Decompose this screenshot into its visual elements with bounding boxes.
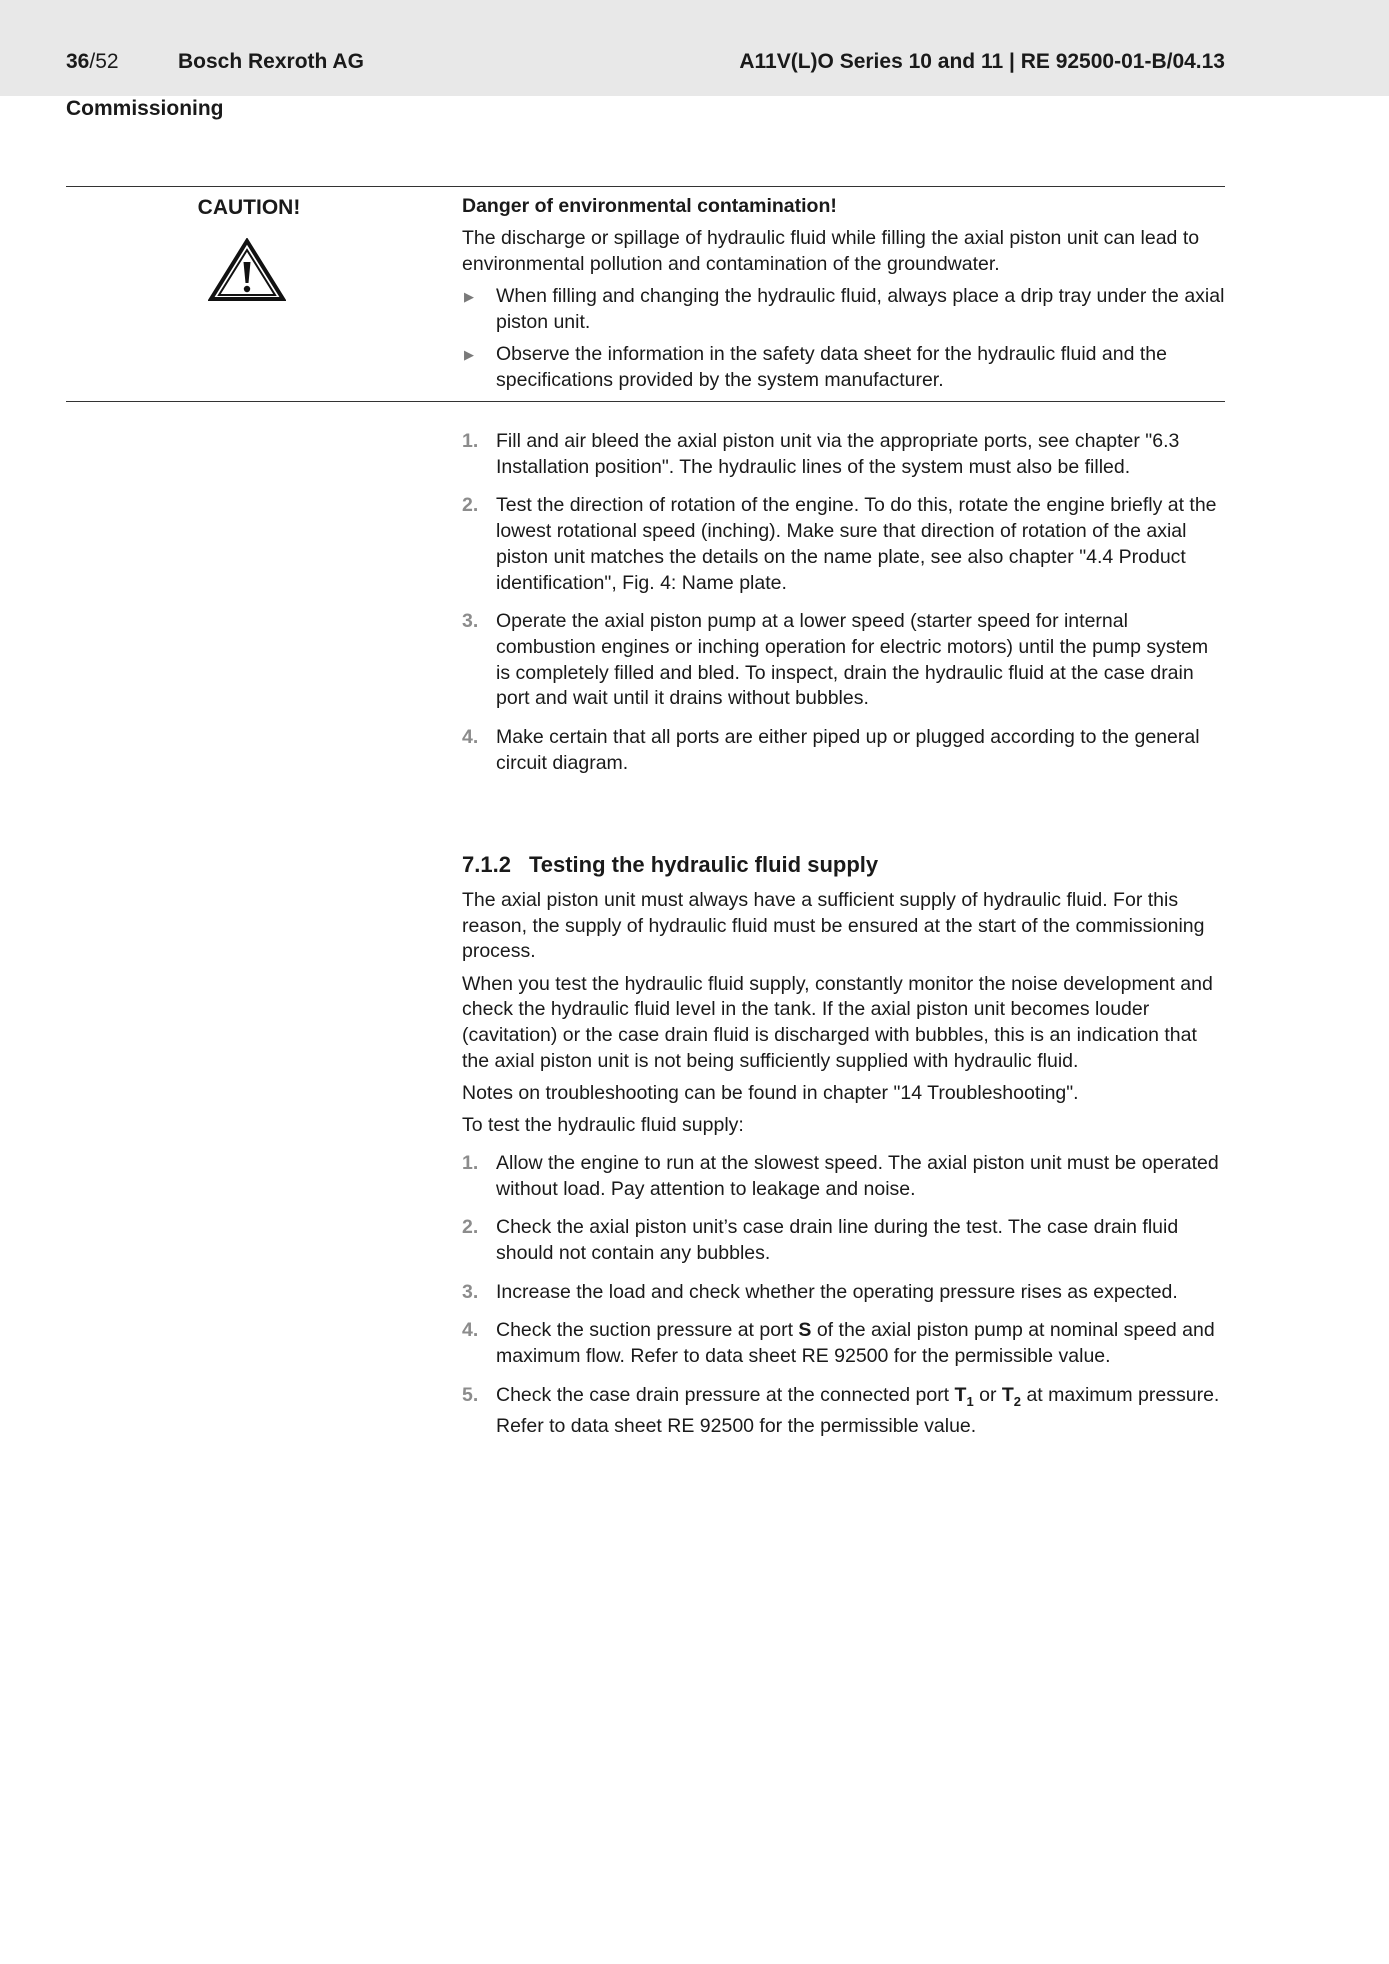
text-run: Check the case drain pressure at the connected port xyxy=(496,1383,955,1406)
list-item xyxy=(462,1383,1225,1440)
page-number xyxy=(66,50,119,74)
step-number: 1. xyxy=(462,1151,479,1174)
subsection-heading xyxy=(462,852,1225,878)
caution-label: CAUTION! xyxy=(197,196,301,219)
text-run: of the axial piston pump at nominal speed and maximum flow. Refer to data sheet RE 92500 for the permissible value. xyxy=(496,1319,1215,1368)
step-text: Increase the load and check whether the operating pressure rises as expected. xyxy=(496,1280,1178,1303)
list-item xyxy=(462,1151,1225,1202)
step-text: Test the direction of rotation of the engine. To do this, rotate the engine briefly at the lowest rotational speed (inching). Make sure that direction of rotation of the axial piston unit matches the details on the name plate, see also chapter "4.4 Product identification", Fig. 4: Name plate. xyxy=(496,494,1217,594)
page-total: /52 xyxy=(89,50,119,73)
subsection-number: 7.1.2 xyxy=(462,852,511,877)
bullet-arrow-icon: ▶ xyxy=(464,289,474,305)
step-number: 2. xyxy=(462,494,479,517)
text-run: Check the suction pressure at port xyxy=(496,1319,799,1342)
caution-top-rule xyxy=(66,186,1225,187)
caution-content xyxy=(462,194,1225,400)
step-number: 4. xyxy=(462,1319,479,1342)
section-label: Commissioning xyxy=(66,97,224,120)
caution-bullet-text: When filling and changing the hydraulic fluid, always place a drip tray under the axial piston unit. xyxy=(496,285,1225,333)
step-number: 3. xyxy=(462,610,479,633)
list-item xyxy=(462,1318,1225,1369)
step-text: Make certain that all ports are either piped up or plugged according to the general circuit diagram. xyxy=(496,726,1200,774)
commissioning-steps xyxy=(462,429,1225,789)
caution-text: The discharge or spillage of hydraulic fluid while filling the axial piston unit can lead to environmental pollution and contamination of the groundwater. xyxy=(462,227,1200,275)
document-reference: A11V(L)O Series 10 and 11 | RE 92500-01-B/04.13 xyxy=(739,50,1225,73)
paragraph: To test the hydraulic fluid supply: xyxy=(462,1114,744,1137)
paragraph: When you test the hydraulic fluid supply, constantly monitor the noise development and check the hydraulic fluid level in the tank. If the axial piston unit becomes louder (cavitation) or the case drain fluid is discharged with bubbles, this is an indication that the axial piston unit is not being sufficiently supplied with hydraulic fluid. xyxy=(462,972,1213,1072)
list-item xyxy=(462,493,1225,596)
step-text: Allow the engine to run at the slowest speed. The axial piston unit must be operated without load. Pay attention to leakage and noise. xyxy=(496,1151,1219,1200)
subsection-title: Testing the hydraulic fluid supply xyxy=(528,852,879,877)
company-name: Bosch Rexroth AG xyxy=(178,50,364,73)
text-run: at maximum pressure. Refer to data sheet RE 92500 for the permissible value. xyxy=(496,1383,1220,1438)
step-text: Operate the axial piston pump at a lower speed (starter speed for internal combustion engines or inching operation for electric motors) until the pump system is completely filled and bled. To inspect, drain the hydraulic fluid at the case drain port and wait until it drains without bubbles. xyxy=(496,610,1209,710)
caution-title: Danger of environmental contamination! xyxy=(462,195,837,217)
text-run: or xyxy=(973,1383,1002,1406)
step-number: 1. xyxy=(462,430,479,452)
list-item xyxy=(462,725,1225,776)
warning-triangle-icon xyxy=(208,238,286,302)
fluid-supply-section xyxy=(462,852,1225,1453)
caution-bullet-item xyxy=(462,342,1225,393)
step-text xyxy=(496,1384,1219,1438)
step-number: 3. xyxy=(462,1280,479,1303)
caution-bullet-item xyxy=(462,284,1225,335)
step-text: Fill and air bleed the axial piston unit via the appropriate ports, see chapter "6.3 Installation position". The hydraulic lines of the system must also be filled. xyxy=(496,430,1180,478)
caution-bullet-text: Observe the information in the safety data sheet for the hydraulic fluid and the specifications provided by the system manufacturer. xyxy=(496,343,1167,391)
port-label: S xyxy=(798,1319,812,1342)
port-label: T xyxy=(1001,1383,1014,1406)
caution-bottom-rule xyxy=(66,401,1225,402)
port-subscript: 2 xyxy=(1013,1393,1022,1409)
step-number: 2. xyxy=(462,1216,479,1239)
fluid-supply-step-list xyxy=(462,1151,1225,1440)
bullet-arrow-icon: ▶ xyxy=(464,347,474,363)
list-item xyxy=(462,609,1225,712)
list-item xyxy=(462,1215,1225,1266)
port-subscript: 1 xyxy=(966,1393,974,1409)
step-number: 5. xyxy=(462,1383,479,1406)
page-header xyxy=(0,0,1389,96)
port-label: T xyxy=(954,1383,967,1406)
paragraph: The axial piston unit must always have a sufficient supply of hydraulic fluid. For this reason, the supply of hydraulic fluid must be ensured at the start of the commissioning process. xyxy=(462,889,1205,963)
page-current: 36 xyxy=(66,50,90,73)
step-number: 4. xyxy=(462,726,479,749)
paragraph: Notes on troubleshooting can be found in chapter "14 Troubleshooting". xyxy=(462,1081,1079,1104)
step-text: Check the axial piston unit’s case drain line during the test. The case drain fluid should not contain any bubbles. xyxy=(496,1216,1179,1264)
step-text xyxy=(496,1319,1215,1367)
list-item xyxy=(462,429,1225,480)
commissioning-step-list xyxy=(462,429,1225,776)
caution-bullet-list xyxy=(462,284,1225,393)
list-item xyxy=(462,1280,1225,1306)
